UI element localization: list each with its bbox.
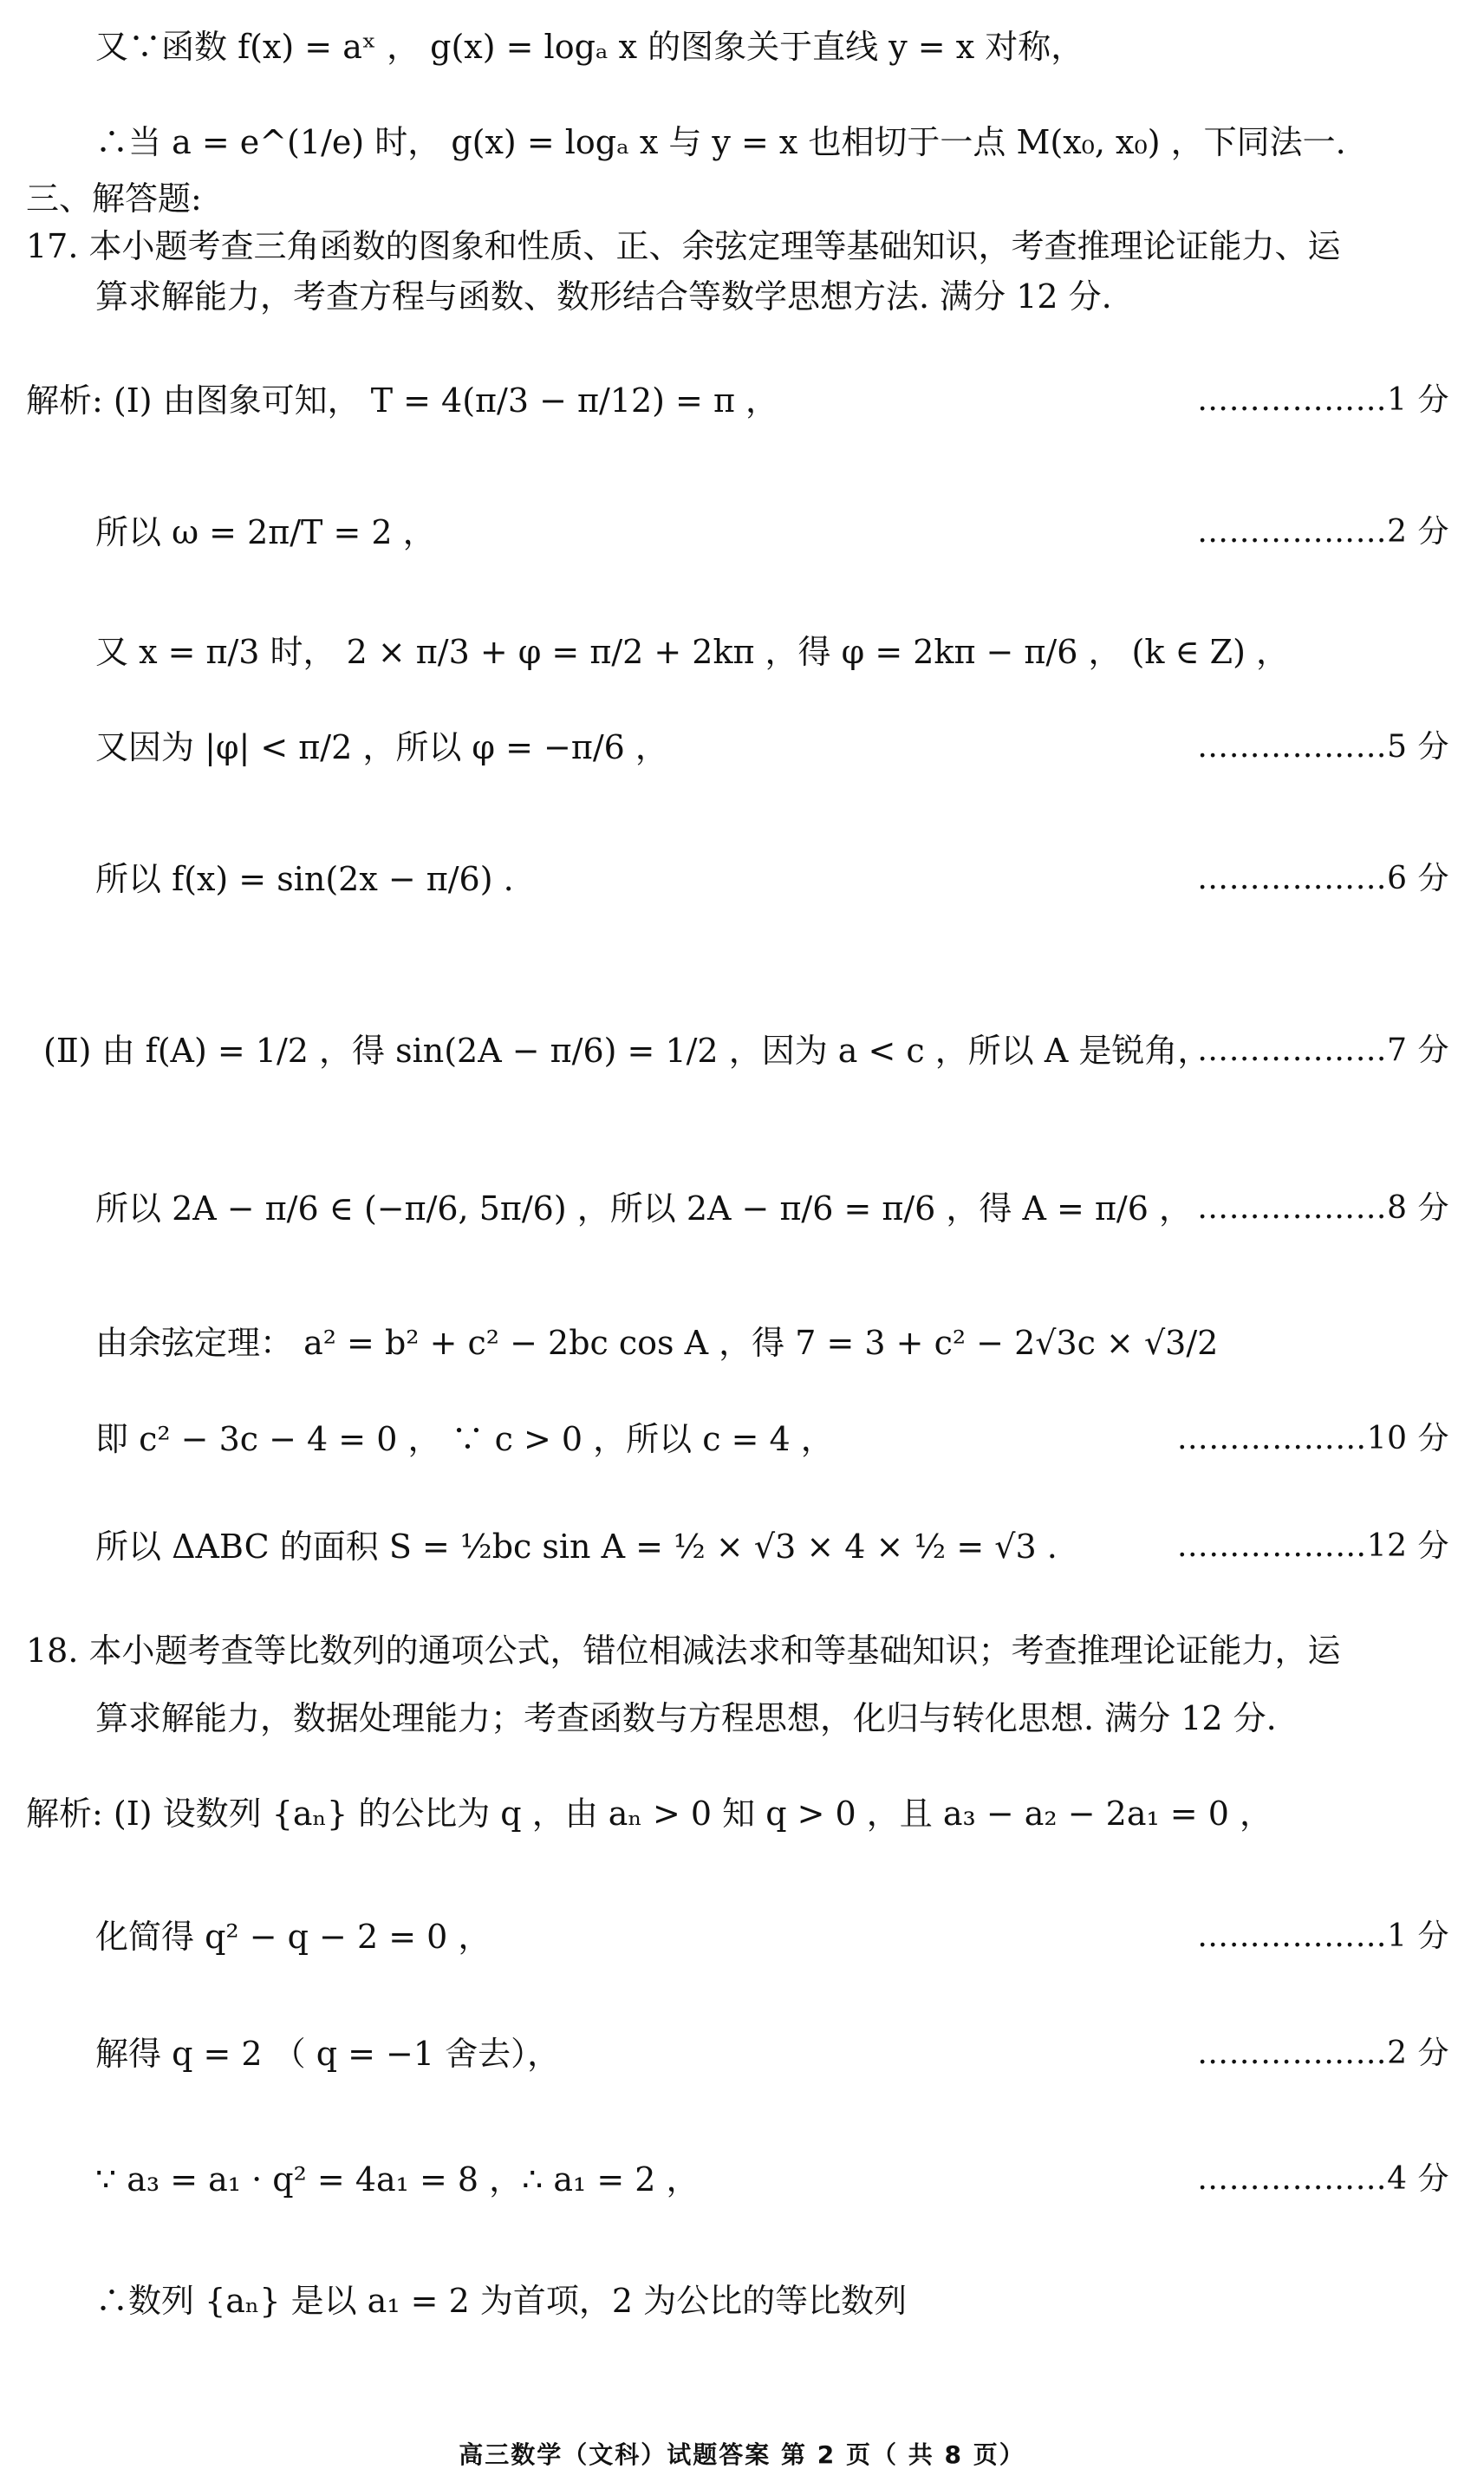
- page-footer: 高三数学（文科）试题答案 第 2 页（ 共 8 页）: [459, 2440, 1025, 2469]
- p17-step-1: 解析: (Ⅰ) 由图象可知， T = 4(π/3 − π/12) = π ，: [26, 381, 779, 420]
- p17-step-4: 又因为 |φ| < π/2 ，所以 φ = −π/6 ，: [95, 728, 668, 766]
- problem-18-intro-2: 算求解能力，数据处理能力；考查函数与方程思想，化归与转化思想. 满分 12 分.: [95, 1699, 1277, 1737]
- p17-step-6: (Ⅱ) 由 f(A) = 1/2 ，得 sin(2A − π/6) = 1/2 ，因为 a < c ，所以 A 是锐角，: [43, 1032, 1211, 1070]
- text-line-1: 又∵函数 f(x) = aˣ ， g(x) = logₐ x 的图象关于直线 y = x 对称，: [95, 28, 1084, 66]
- problem-18-intro-1: 18. 本小题考查等比数列的通项公式，错位相减法求和等基础知识；考查推理论证能力，运: [26, 1632, 1341, 1670]
- score-mark: ………………6 分: [1197, 861, 1449, 896]
- score-mark: ………………10 分: [1176, 1421, 1449, 1456]
- p17-step-10: 所以 ΔABC 的面积 S = ½bc sin A = ½ × √3 × 4 × ½ = √3 .: [95, 1528, 1058, 1566]
- p17-step-3: 又 x = π/3 时， 2 × π/3 + φ = π/2 + 2kπ ，得 φ = 2kπ − π/6 ， (k ∈ Z) ，: [95, 633, 1289, 671]
- p18-step-4: ∵ a₃ = a₁ · q² = 4a₁ = 8 ，∴ a₁ = 2 ，: [95, 2160, 700, 2199]
- score-mark: ………………2 分: [1197, 2036, 1449, 2071]
- score-mark: ………………8 分: [1197, 1190, 1449, 1226]
- p17-step-9: 即 c² − 3c − 4 = 0 ， ∵ c > 0 ，所以 c = 4 ，: [95, 1420, 834, 1458]
- score-mark: ………………1 分: [1197, 1919, 1449, 1954]
- p17-step-8: 由余弦定理： a² = b² + c² − 2bc cos A ，得 7 = 3 + c² − 2√3c × √3/2: [95, 1324, 1219, 1362]
- score-mark: ………………12 分: [1176, 1528, 1449, 1564]
- p18-step-3: 解得 q = 2 （ q = −1 舍去），: [95, 2035, 561, 2073]
- p17-step-7: 所以 2A − π/6 ∈ (−π/6, 5π/6) ，所以 2A − π/6 = π/6 ，得 A = π/6 ，: [95, 1189, 1192, 1228]
- score-mark: ………………2 分: [1197, 514, 1449, 550]
- section-heading: 三、解答题:: [26, 179, 202, 218]
- p18-step-1: 解析: (Ⅰ) 设数列 {aₙ} 的公比为 q ，由 aₙ > 0 知 q > 0 ，且 a₃ − a₂ − 2a₁ = 0 ，: [26, 1795, 1272, 1833]
- score-mark: ………………7 分: [1197, 1033, 1449, 1068]
- p17-step-2: 所以 ω = 2π/T = 2 ，: [95, 513, 436, 551]
- score-mark: ………………5 分: [1197, 729, 1449, 765]
- score-mark: ………………4 分: [1197, 2161, 1449, 2197]
- text-line-2: ∴当 a = e^(1/e) 时， g(x) = logₐ x 与 y = x 也相切于一点 M(x₀, x₀) ，下同法一.: [95, 123, 1346, 161]
- problem-17-intro-1: 17. 本小题考查三角函数的图象和性质、正、余弦定理等基础知识，考查推理论证能力、运: [26, 227, 1341, 265]
- p17-step-5: 所以 f(x) = sin(2x − π/6) .: [95, 860, 514, 898]
- score-mark: ………………1 分: [1197, 382, 1449, 418]
- p18-step-5: ∴数列 {aₙ} 是以 a₁ = 2 为首项，2 为公比的等比数列: [95, 2282, 908, 2320]
- problem-17-intro-2: 算求解能力，考查方程与函数、数形结合等数学思想方法. 满分 12 分.: [95, 277, 1112, 316]
- p18-step-2: 化简得 q² − q − 2 = 0 ，: [95, 1918, 491, 1956]
